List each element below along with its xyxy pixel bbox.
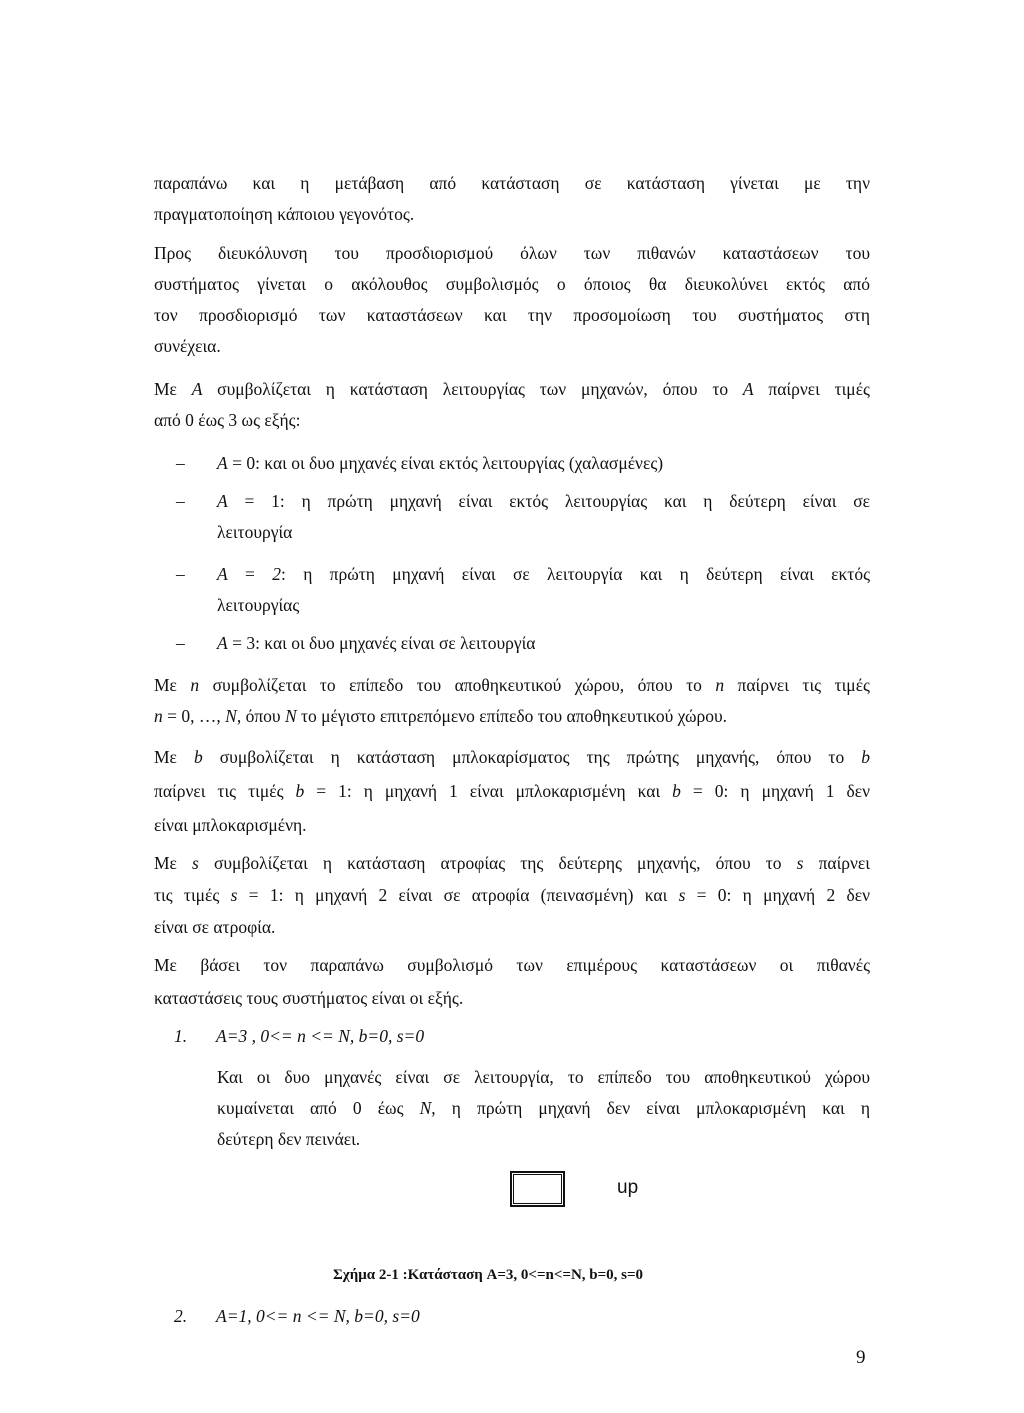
page-number: 9 — [856, 1347, 866, 1368]
paragraph-4-line-2 — [154, 705, 870, 727]
text-fragment: παίρνει — [803, 853, 870, 873]
paragraph-4-line-1 — [154, 674, 870, 696]
paragraph-5-line-3: είναι μπλοκαρισμένη. — [154, 815, 307, 835]
text-fragment: τις τιμές — [154, 885, 231, 905]
text-fragment: Με — [154, 675, 191, 695]
text-fragment: = 3: και οι δυο μηχανές είναι σε λειτουργία — [227, 633, 536, 653]
paragraph-7-line-1: Με βάσει τον παραπάνω συμβολισμό των επιμέρους καταστάσεων οι πιθανές — [154, 955, 870, 975]
bullet-3-line-1 — [217, 563, 870, 585]
text-fragment: = 0: και οι δυο μηχανές είναι εκτός λειτουργίας (χαλασμένες) — [227, 453, 664, 473]
variable-a: A — [742, 379, 754, 399]
variable-b: b — [193, 747, 203, 767]
item-1-desc-line-3: δεύτερη δεν πεινάει. — [217, 1129, 361, 1149]
paragraph-1-line-1: παραπάνω και η μετάβαση από κατάσταση σε κατάσταση γίνεται με την — [154, 173, 870, 193]
bullet-dash: – — [176, 564, 185, 584]
text-fragment: συμβολίζεται η κατάσταση μπλοκαρίσματος της πρώτης μηχανής, όπου το — [202, 747, 862, 767]
variable-n: n — [715, 675, 725, 695]
variable-a: A — [217, 564, 228, 584]
bullet-1 — [217, 452, 870, 474]
paragraph-3-line-2: από 0 έως 3 ως εξής: — [154, 410, 301, 430]
paragraph-5-line-1 — [154, 746, 870, 768]
item-1-heading: A=3 , 0<= n <= N, b=0, s=0 — [216, 1026, 425, 1046]
bullet-4 — [217, 632, 870, 654]
variable-a: A — [217, 491, 228, 511]
bullet-dash: – — [176, 491, 185, 511]
variable-n: n — [190, 675, 200, 695]
variable-b: b — [861, 747, 870, 767]
variable-s: s — [796, 853, 804, 873]
variable-n-max: N — [284, 706, 297, 726]
text-fragment: κυμαίνεται από 0 έως — [217, 1098, 420, 1118]
figure-label: up — [617, 1177, 639, 1198]
variable-b: b — [295, 781, 305, 801]
value-2: 2 — [272, 564, 281, 584]
text-fragment: = 1: η μηχανή 2 είναι σε ατροφία (πεινασμένη) και — [237, 885, 679, 905]
bullet-2-line-1 — [217, 490, 870, 512]
bullet-dash: – — [176, 453, 185, 473]
text-fragment: το μέγιστο επιτρεπόμενο επίπεδο του αποθηκευτικού χώρου. — [296, 706, 728, 726]
item-2-number: 2. — [174, 1306, 188, 1326]
text-fragment: = 0: η μηχανή 1 δεν — [680, 781, 870, 801]
text-fragment: παίρνει τις τιμές — [724, 675, 870, 695]
text-fragment: = — [227, 564, 273, 584]
text-fragment: : η πρώτη μηχανή είναι σε λειτουργία και η δεύτερη είναι εκτός — [281, 564, 871, 584]
text-fragment: , όπου — [236, 706, 285, 726]
paragraph-7-line-2: καταστάσεις τους συστήματος είναι οι εξής. — [154, 988, 464, 1008]
paragraph-2-line-1: Προς διευκόλυνση του προσδιορισμού όλων των πιθανών καταστάσεων του — [154, 243, 870, 263]
variable-a: A — [191, 379, 203, 399]
text-fragment: συμβολίζεται η κατάσταση ατροφίας της δεύτερης μηχανής, όπου το — [198, 853, 797, 873]
item-2-heading: A=1, 0<= n <= N, b=0, s=0 — [216, 1306, 420, 1326]
text-fragment: Με — [154, 379, 192, 399]
item-1-desc-line-2 — [217, 1097, 870, 1119]
paragraph-1-line-2: πραγματοποίηση κάποιου γεγονότος. — [154, 204, 415, 224]
paragraph-3-line-1 — [154, 378, 870, 400]
item-1-desc-line-1: Και οι δυο μηχανές είναι σε λειτουργία, το επίπεδο του αποθηκευτικού χώρου — [217, 1067, 870, 1087]
variable-b: b — [672, 781, 681, 801]
variable-s: s — [230, 885, 238, 905]
variable-a: A — [217, 633, 228, 653]
text-fragment: = 1: η μηχανή 1 είναι μπλοκαρισμένη και — [304, 781, 673, 801]
text-fragment: = 1: η πρώτη μηχανή είναι εκτός λειτουργίας και η δεύτερη είναι σε — [227, 491, 870, 511]
text-fragment: Με — [154, 853, 193, 873]
paragraph-2-line-4: συνέχεια. — [154, 336, 221, 356]
bullet-3-line-2: λειτουργίας — [217, 595, 300, 615]
text-fragment: συμβολίζεται το επίπεδο του αποθηκευτικού χώρου, όπου το — [199, 675, 716, 695]
text-fragment: , η πρώτη μηχανή δεν είναι μπλοκαρισμένη και η — [431, 1098, 871, 1118]
variable-a: A — [217, 453, 228, 473]
paragraph-6-line-2 — [154, 884, 870, 906]
text-fragment: = 0: η μηχανή 2 δεν — [685, 885, 870, 905]
variable-n-max: N — [225, 706, 237, 726]
variable-n: n — [154, 706, 163, 726]
text-fragment: παίρνει τιμές — [753, 379, 870, 399]
text-fragment: συμβολίζεται η κατάσταση λειτουργίας των μηχανών, όπου το — [202, 379, 743, 399]
paragraph-2-line-3: τον προσδιορισμό των καταστάσεων και την προσομοίωση του συστήματος στη — [154, 305, 870, 325]
variable-s: s — [192, 853, 199, 873]
paragraph-6-line-1 — [154, 852, 870, 874]
bullet-2-line-2: λειτουργία — [217, 522, 293, 542]
item-1-number: 1. — [174, 1026, 188, 1046]
paragraph-5-line-2 — [154, 780, 870, 802]
text-fragment: Με — [154, 747, 194, 767]
paragraph-6-line-3: είναι σε ατροφία. — [154, 917, 276, 937]
bullet-dash: – — [176, 633, 185, 653]
text-fragment: παίρνει τις τιμές — [154, 781, 296, 801]
paragraph-2-line-2: συστήματος γίνεται ο ακόλουθος συμβολισμός ο όποιος θα διευκολύνει εκτός από — [154, 274, 870, 294]
variable-n-max: N — [419, 1098, 432, 1118]
text-fragment: = 0, …, — [162, 706, 226, 726]
state-box-inner — [513, 1174, 562, 1204]
variable-s: s — [678, 885, 686, 905]
figure-caption: Σχήμα 2-1 :Κατάσταση A=3, 0<=n<=N, b=0, s=0 — [333, 1267, 644, 1283]
